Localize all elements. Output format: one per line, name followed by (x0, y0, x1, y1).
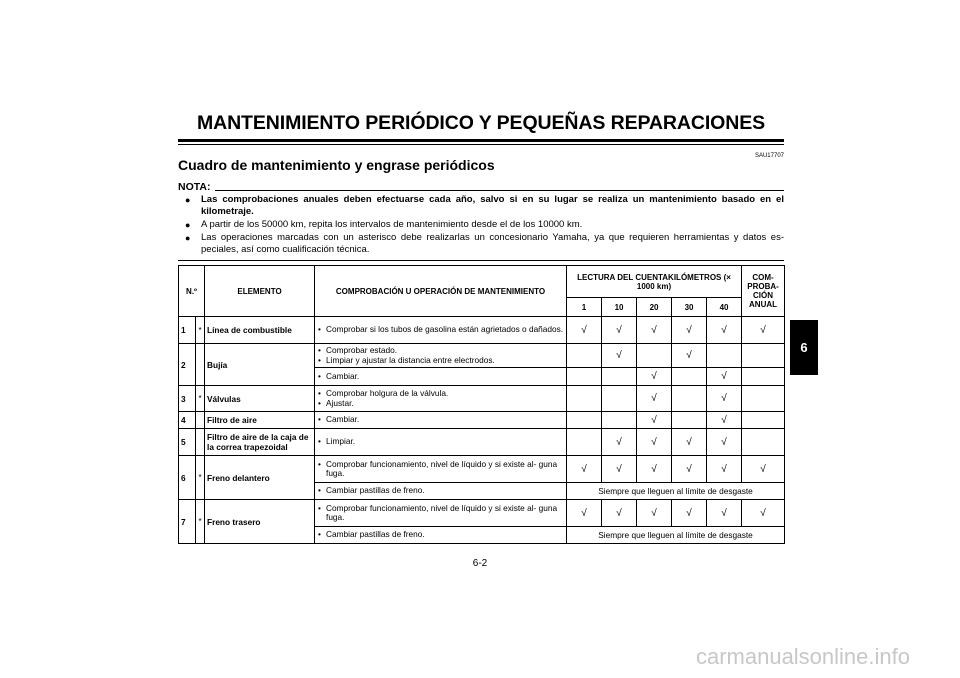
check-mark: √ (602, 344, 637, 368)
check-mark: √ (742, 317, 785, 344)
header-odometer: LECTURA DEL CUENTAKILÓMETROS (× 1000 km) (567, 266, 742, 298)
bullet-icon: ● (185, 195, 191, 205)
table-row: 4 Filtro de aire • Cambiar. √ √ (179, 412, 785, 429)
check-mark: √ (637, 386, 672, 412)
check-mark: √ (707, 500, 742, 527)
nota-list (185, 194, 784, 257)
bullet-icon: ● (185, 220, 191, 230)
header-km-10: 10 (602, 298, 637, 317)
check-mark: √ (567, 500, 602, 527)
table-row: 1 * Línea de combustible • Comprobar si los tubos de gasolina están agrietados o dañados. √ √ √ √ √ √ (179, 317, 785, 344)
check-mark: √ (637, 317, 672, 344)
chapter-tab: 6 (790, 320, 818, 375)
check-mark: √ (567, 456, 602, 483)
check-mark: √ (637, 368, 672, 386)
nota-label: NOTA: (178, 181, 211, 193)
watermark: carmanualsonline.info (695, 644, 910, 669)
table-row: • Cambiar pastillas de freno. Siempre que lleguen al límite de desgaste (179, 483, 785, 500)
check-mark: √ (707, 456, 742, 483)
check-mark: √ (707, 412, 742, 429)
check-mark: √ (672, 500, 707, 527)
header-num: N.º (179, 266, 205, 317)
check-mark: √ (707, 368, 742, 386)
check-mark: √ (707, 386, 742, 412)
check-mark: √ (707, 429, 742, 456)
header-km-20: 20 (637, 298, 672, 317)
bullet-icon: ● (185, 233, 191, 243)
header-km-1: 1 (567, 298, 602, 317)
table-row: 6 * Freno delantero • Comprobar funcionamiento, nivel de líquido y si existe al- guna fuga. √ √ √ √ √ √ (179, 456, 785, 483)
table-row: • Cambiar. √ √ (179, 368, 785, 386)
table-row: 5 Filtro de aire de la caja de la correa trapezoidal • Limpiar. √ √ √ √ (179, 429, 785, 456)
section-code: SAU17707 (754, 153, 784, 159)
check-mark: √ (637, 456, 672, 483)
header-km-40: 40 (707, 298, 742, 317)
check-mark: √ (637, 412, 672, 429)
table-row: 7 * Freno trasero • Comprobar funcionamiento, nivel de líquido y si existe al- guna fuga. √ √ √ √ √ √ (179, 500, 785, 527)
check-mark: √ (672, 456, 707, 483)
wear-limit-note: Siempre que lleguen al límite de desgaste (567, 527, 785, 544)
page-title: MANTENIMIENTO PERIÓDICO Y PEQUEÑAS REPARACIONES (196, 112, 766, 134)
check-mark: √ (602, 456, 637, 483)
nota-item: ● Las comprobaciones anuales deben efectuarse cada año, salvo si en su lugar se realiza un mantenimiento basado en el kilometraje. (185, 194, 784, 217)
wear-limit-note: Siempre que lleguen al límite de desgaste (567, 483, 785, 500)
table-row: • Cambiar pastillas de freno. Siempre que lleguen al límite de desgaste (179, 527, 785, 544)
nota-rule (215, 190, 784, 191)
nota-item: ● A partir de los 50000 km, repita los intervalos de mantenimiento desde el de los 10000 km. (185, 219, 583, 230)
nota-item: ● Las operaciones marcadas con un asterisco debe realizarlas un concesionario Yamaha, ya que requieren herramientas y datos es- peciales, así como cualificación técnica. (185, 232, 784, 255)
check-mark: √ (672, 317, 707, 344)
nota-end-rule (178, 260, 784, 261)
section-title: Cuadro de mantenimiento y engrase periódicos (178, 157, 495, 173)
title-rule-thick (178, 139, 784, 142)
check-mark: √ (672, 429, 707, 456)
check-mark: √ (742, 456, 785, 483)
header-element: ELEMENTO (205, 266, 315, 317)
check-mark: √ (567, 317, 602, 344)
check-mark: √ (637, 500, 672, 527)
table-row: 2 Bujía • Comprobar estado. • Limpiar y ajustar la distancia entre electrodos. √ √ (179, 344, 785, 368)
table-row: 3 * Válvulas • Comprobar holgura de la válvula. • Ajustar. √ √ (179, 386, 785, 412)
header-annual: COM- PROBA- CIÓN ANUAL (742, 266, 785, 317)
header-km-30: 30 (672, 298, 707, 317)
check-mark: √ (707, 317, 742, 344)
maintenance-table (178, 265, 785, 544)
check-mark: √ (637, 429, 672, 456)
page-number: 6-2 (472, 558, 488, 569)
check-mark: √ (742, 500, 785, 527)
check-mark: √ (602, 500, 637, 527)
check-mark: √ (602, 429, 637, 456)
check-mark: √ (602, 317, 637, 344)
title-rule-thin (178, 144, 784, 145)
check-mark: √ (672, 344, 707, 368)
header-operation: COMPROBACIÓN U OPERACIÓN DE MANTENIMIENTO (315, 266, 567, 317)
